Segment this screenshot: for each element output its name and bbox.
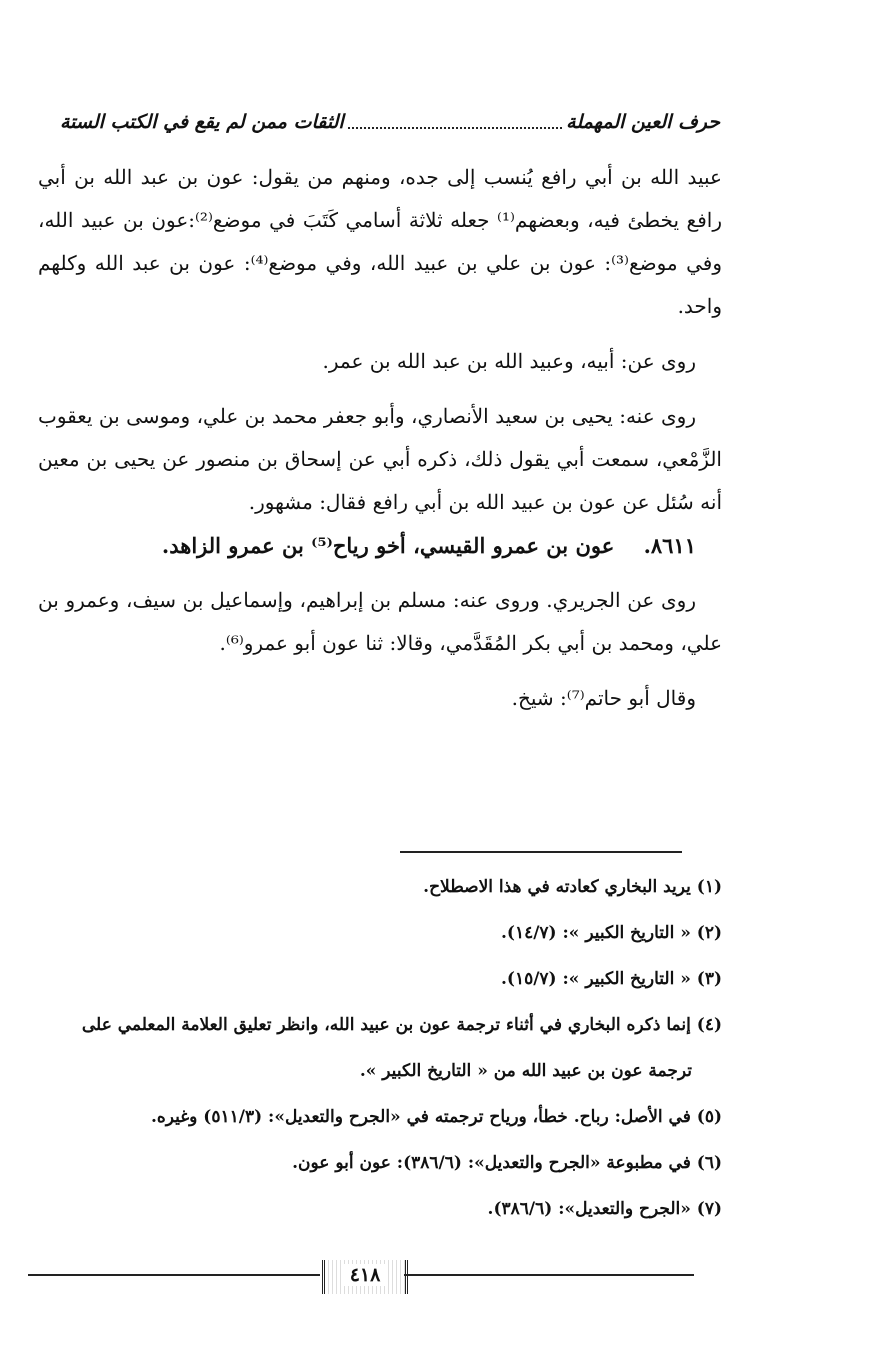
footnote-4-continuation: ترجمة عون بن عبيد الله من « التاريخ الكبير ». xyxy=(359,1061,692,1081)
running-header xyxy=(60,104,720,140)
footnote-6: (٦) في مطبوعة «الجرح والتعديل»: (٣٨٦/٦): عون أبو عون. xyxy=(292,1153,722,1173)
abu-hatim-paragraph: وقال أبو حاتم⁽⁷⁾: شيخ. xyxy=(511,686,696,710)
footnote-1: (١) يريد البخاري كعادته في هذا الاصطلاح. xyxy=(423,877,722,897)
entry-number: ٨٦١١. xyxy=(643,533,696,558)
footer-rule-right xyxy=(404,1274,694,1276)
header-book-title: الثقات ممن لم يقع في الكتب الستة xyxy=(60,111,344,133)
entry-heading xyxy=(38,524,722,567)
narrated-by-paragraph: روى عنه: يحيى بن سعيد الأنصاري، وأبو جعفر محمد بن علي، وموسى بن يعقوب الزَّمْعي، سمعت أبي يقول ذلك، ذكره أبي عن إسحاق بن منصور عن يحيى بن معين أنه سُئل عن عون بن عبيد الله بن أبي رافع فقال: مشهور. xyxy=(38,404,722,514)
page-number: ٤١٨ xyxy=(344,1264,387,1286)
entry-title: عون بن عمرو القيسي، أخو رياح⁽⁵⁾ بن عمرو الزاهد. xyxy=(161,533,615,558)
main-text xyxy=(38,156,722,720)
footnote-4: (٤) إنما ذكره البخاري في أثناء ترجمة عون بن عبيد الله، وانظر تعليق العلامة المعلمي على xyxy=(81,1015,722,1035)
narrated-from-paragraph: روى عن: أبيه، وعبيد الله بن عبد الله بن عمر. xyxy=(322,349,696,373)
header-chapter-title: حرف العين المهملة xyxy=(566,111,720,133)
header-dot-leader xyxy=(348,127,562,129)
footnotes xyxy=(30,864,722,1232)
footnote-2: (٢) « التاريخ الكبير »: (١٤/٧). xyxy=(500,923,722,943)
page-number-box xyxy=(322,1260,408,1294)
entry-paragraph: روى عن الجريري. وروى عنه: مسلم بن إبراهيم، وإسماعيل بن سيف، وعمرو بن علي، ومحمد بن أبي بكر المُقَدَّمي، وقالا: ثنا عون أبو عمرو⁽⁶⁾. xyxy=(38,588,722,655)
footnote-separator xyxy=(400,851,682,853)
footnote-3: (٣) « التاريخ الكبير »: (١٥/٧). xyxy=(500,969,722,989)
footnote-5: (٥) في الأصل: رباح. خطأ، ورياح ترجمته في «الجرح والتعديل»: (٥١١/٣) وغيره. xyxy=(150,1107,722,1127)
footnote-7: (٧) «الجرح والتعديل»: (٣٨٦/٦). xyxy=(487,1199,722,1219)
intro-paragraph: عبيد الله بن أبي رافع يُنسب إلى جده، ومنهم من يقول: عون بن عبد الله بن أبي رافع يخطئ فيه، وبعضهم⁽¹⁾ جعله ثلاثة أسامي كَتَبَ في موضع⁽²⁾:عون بن عبيد الله، وفي موضع⁽³⁾: عون بن علي بن عبيد الله، وفي موضع⁽⁴⁾: عون بن عبد الله وكلهم واحد. xyxy=(38,165,722,318)
footer-rule-left xyxy=(28,1274,320,1276)
